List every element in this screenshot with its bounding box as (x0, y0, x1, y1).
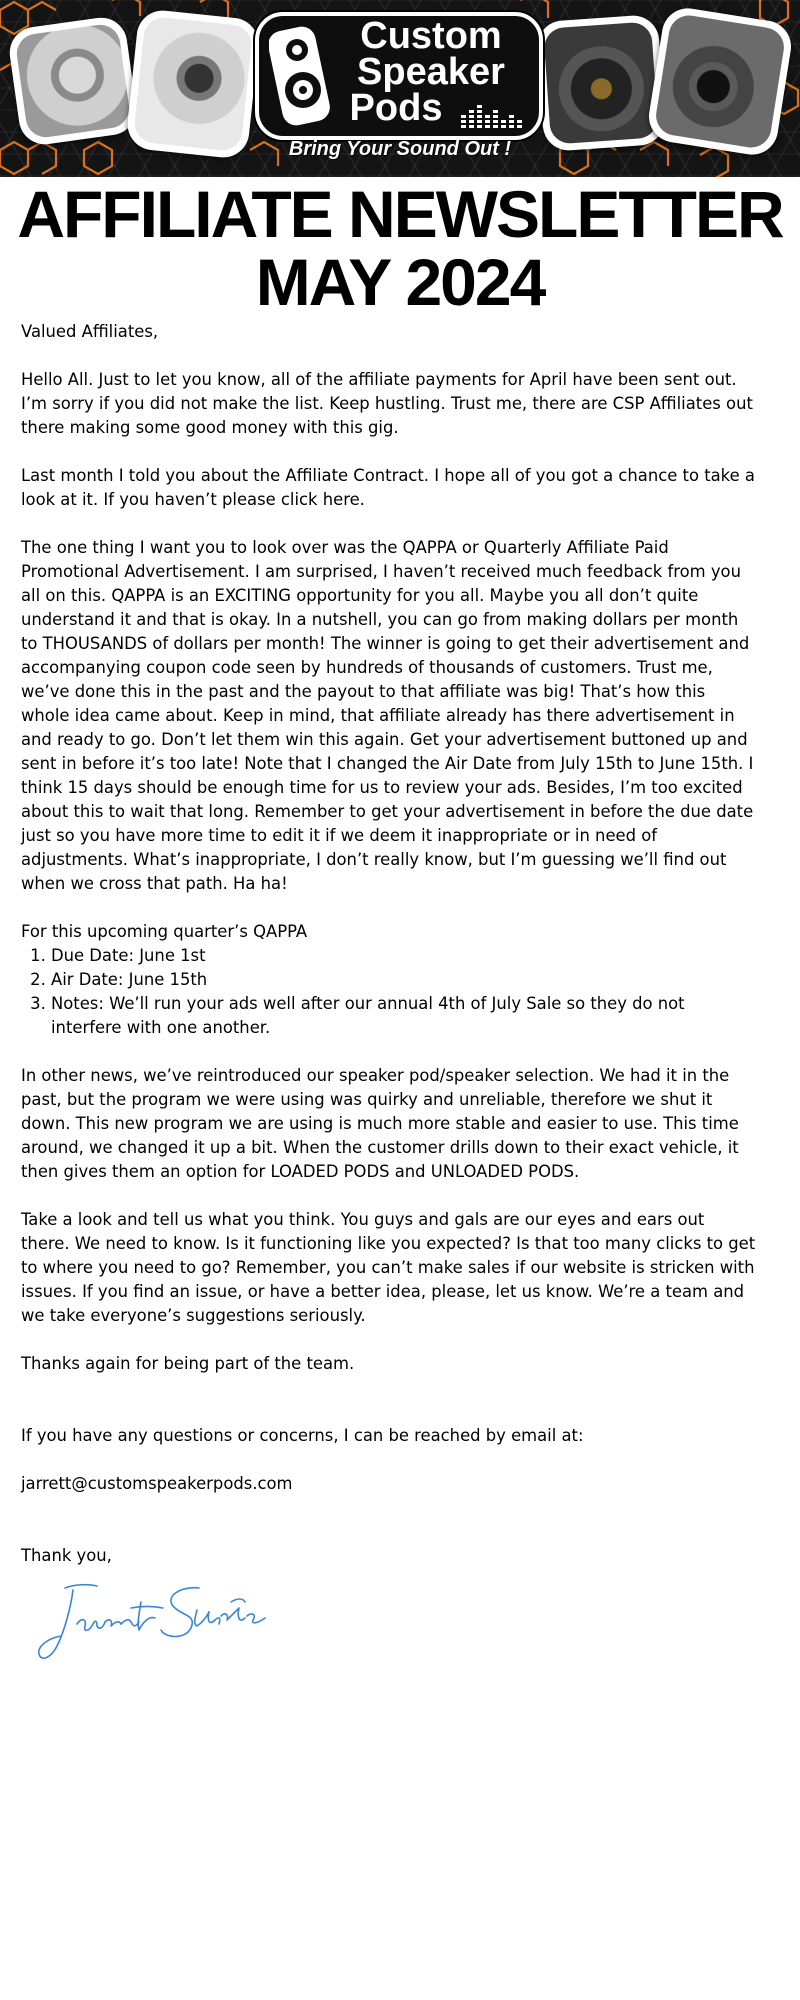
header-banner (0, 0, 800, 177)
paragraph: In other news, we’ve reintroduced our speaker pod/speaker selection. We had it in the past, but the program we were using was quirky and unreliable, therefore we shut it down. This new program we are using is much more stable and easier to use. This time around, we changed it up a bit. When the customer drills down to their exact vehicle, it then gives them an option for LOADED PODS and UNLOADED PODS. (21, 1066, 739, 1181)
signature-image (31, 1572, 271, 1668)
logo-line: Pods (349, 87, 443, 129)
title-line-1: AFFILIATE NEWSLETTER (17, 177, 783, 251)
tagline-text: Bring Your Sound Out ! (288, 138, 512, 160)
list-item: 1. Due Date: June 1st (51, 944, 756, 968)
paragraph: Take a look and tell us what you think. You guys and gals are our eyes and ears out there. We need to know. Is it functioning like you expected? Is that too many clicks to get to where you need to go? Remember, you can’t make sales if our website is stricken with issues. If you find an issue, or have a better idea, please, let us know. We’re a team and we take everyone’s suggestions seriously. (21, 1210, 756, 1325)
list-item: 2. Air Date: June 15th (51, 968, 756, 992)
list-item: 3. Notes: We’ll run your ads well after our annual 4th of July Sale so they do not interfere with one another. (51, 992, 756, 1040)
list-intro: For this upcoming quarter’s QAPPA (21, 922, 308, 941)
spacer (21, 1376, 756, 1424)
newsletter-body (21, 320, 756, 1668)
thanks-text: Thanks again for being part of the team. (21, 1354, 355, 1373)
logo-line: Custom (360, 15, 502, 57)
logo-line: Speaker (357, 51, 505, 93)
speaker-pod-photo (6, 14, 139, 147)
brand-logo (255, 12, 543, 140)
equalizer-icon (459, 101, 529, 129)
signoff-text: Thank you, (21, 1546, 112, 1565)
speaker-icon (269, 24, 333, 128)
tagline (0, 138, 800, 161)
greeting: Valued Affiliates, (21, 322, 159, 341)
paragraph: Last month I told you about the Affiliate Contract. I hope all of you got a chance to take a look at it. If you haven’t please click here. (21, 466, 755, 509)
paragraph: The one thing I want you to look over was the QAPPA or Quarterly Affiliate Paid Promotional Advertisement. I am surprised, I haven’t received much feedback from you all on this. QAPPA is an EXCITING opportunity for you all. Maybe you all don’t quite understand it and that is okay. In a nutshell, you can go from making dollars per month to THOUSANDS of dollars per month! The winner is going to get their advertisement and accompanying coupon code seen by hundreds of thousands of customers. Trust me, we’ve done this in the past and the payout to that affiliate was big! That’s how this whole idea came about. Keep in mind, that affiliate already has there advertisement in and ready to go. Don’t let them win this again. Get your advertisement buttoned up and sent in before it’s too late! Note that I changed the Air Date from July 15th to June 15th. I think 15 days should be enough time for us to review your ads. Besides, I’m too excited about this to wait that long. Remember to get your advertisement in before the due date just so you have more time to edit it if we deem it inappropriate or in need of adjustments. What’s inappropriate, I don’t really know, but I’m guessing we’ll find out when we cross that path. Ha ha! (21, 538, 754, 893)
contact-text: If you have any questions or concerns, I can be reached by email at: (21, 1426, 584, 1445)
speaker-pod-photo (645, 5, 795, 159)
title-line-2: MAY 2024 (255, 245, 545, 319)
page-title (0, 177, 800, 319)
spacer (21, 1496, 756, 1544)
email-address: jarrett@customspeakerpods.com (21, 1474, 293, 1493)
qappa-list (21, 944, 756, 1040)
speaker-pod-photo (536, 14, 667, 152)
paragraph: Hello All. Just to let you know, all of the affiliate payments for April have been sent out. I’m sorry if you did not make the list. Keep hustling. Trust me, there are CSP Affiliates out there making some good money with this gig. (21, 370, 753, 437)
